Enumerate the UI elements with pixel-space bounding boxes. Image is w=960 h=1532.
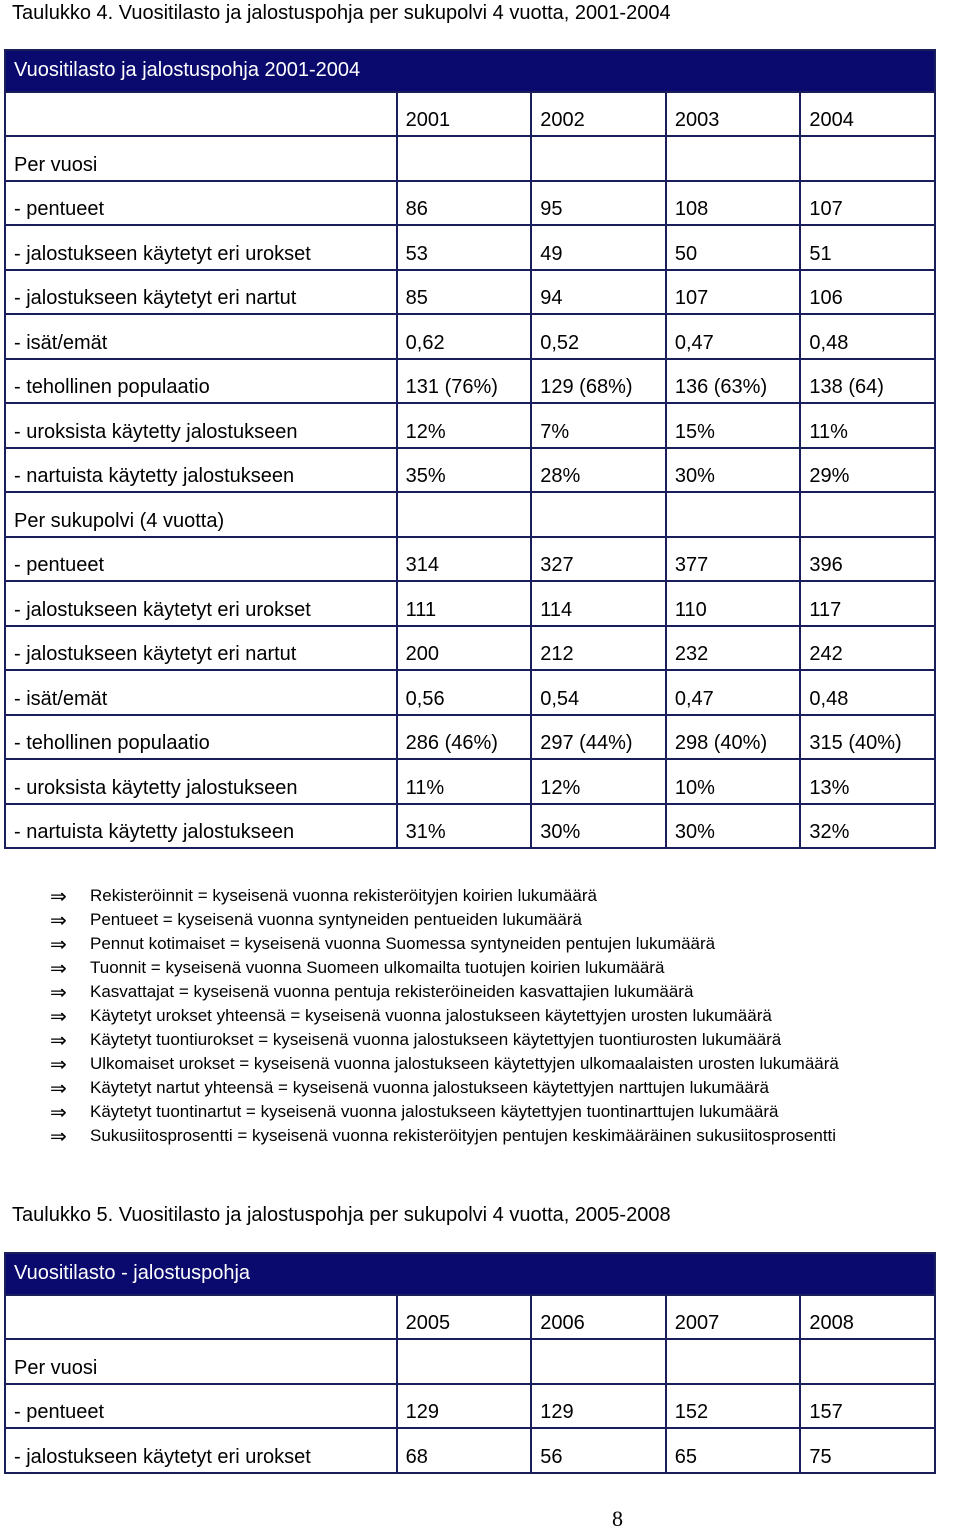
empty-cell (800, 136, 935, 181)
row-label: - uroksista käytetty jalostukseen (5, 759, 397, 804)
arrow-icon: ⇒ (50, 884, 67, 908)
value-cell: 68 (397, 1428, 532, 1473)
arrow-icon: ⇒ (50, 1124, 67, 1148)
value-cell: 396 (800, 537, 935, 582)
section-row (5, 492, 935, 537)
definition-item (50, 1076, 839, 1100)
table4 (4, 49, 936, 849)
table-row (5, 715, 935, 760)
row-label: - jalostukseen käytetyt eri nartut (5, 626, 397, 671)
table-row (5, 759, 935, 804)
year-cell: 2003 (666, 92, 801, 137)
value-cell: 327 (531, 537, 666, 582)
value-cell: 85 (397, 270, 532, 315)
value-cell: 13% (800, 759, 935, 804)
value-cell: 106 (800, 270, 935, 315)
table-header: Vuositilasto ja jalostuspohja 2001-2004 (5, 50, 935, 92)
row-label: - nartuista käytetty jalostukseen (5, 804, 397, 849)
value-cell: 152 (666, 1384, 801, 1429)
value-cell: 28% (531, 448, 666, 493)
definition-item (50, 1028, 839, 1052)
value-cell: 212 (531, 626, 666, 671)
value-cell: 51 (800, 225, 935, 270)
table-row (5, 537, 935, 582)
arrow-icon: ⇒ (50, 908, 67, 932)
value-cell: 32% (800, 804, 935, 849)
empty-cell (800, 1339, 935, 1384)
value-cell: 10% (666, 759, 801, 804)
table-header-row (5, 50, 935, 92)
row-label: - pentueet (5, 537, 397, 582)
value-cell: 94 (531, 270, 666, 315)
value-cell: 53 (397, 225, 532, 270)
value-cell: 108 (666, 181, 801, 226)
empty-cell (397, 136, 532, 181)
value-cell: 110 (666, 581, 801, 626)
table-row (5, 670, 935, 715)
value-cell: 314 (397, 537, 532, 582)
table-row (5, 1384, 935, 1429)
value-cell: 232 (666, 626, 801, 671)
year-row-label (5, 92, 397, 137)
section-row (5, 136, 935, 181)
value-cell: 11% (397, 759, 532, 804)
arrow-icon: ⇒ (50, 1076, 67, 1100)
table-row (5, 181, 935, 226)
year-cell: 2001 (397, 92, 532, 137)
value-cell: 297 (44%) (531, 715, 666, 760)
definition-text: Ulkomaiset urokset = kyseisenä vuonna jalostukseen käytettyjen ulkomaalaisten urosten lukumäärä (90, 1054, 839, 1073)
section-title: Per vuosi (5, 136, 397, 181)
year-cell: 2002 (531, 92, 666, 137)
table-row (5, 626, 935, 671)
year-cell: 2007 (666, 1295, 801, 1340)
value-cell: 377 (666, 537, 801, 582)
definition-text: Käytetyt nartut yhteensä = kyseisenä vuonna jalostukseen käytettyjen narttujen lukumäärä (90, 1078, 769, 1097)
definition-text: Tuonnit = kyseisenä vuonna Suomeen ulkomailta tuotujen koirien lukumäärä (90, 958, 665, 977)
value-cell: 138 (64) (800, 359, 935, 404)
definition-item (50, 1124, 839, 1148)
empty-cell (531, 136, 666, 181)
definitions-list (50, 884, 839, 1148)
value-cell: 75 (800, 1428, 935, 1473)
value-cell: 129 (531, 1384, 666, 1429)
year-row (5, 1295, 935, 1340)
definition-text: Sukusiitosprosentti = kyseisenä vuonna rekisteröityjen pentujen keskimääräinen sukusiitosprosentti (90, 1126, 837, 1145)
row-label: - jalostukseen käytetyt eri urokset (5, 581, 397, 626)
table4-caption: Taulukko 4. Vuositilasto ja jalostuspohja per sukupolvi 4 vuotta, 2001-2004 (12, 2, 671, 24)
arrow-icon: ⇒ (50, 932, 67, 956)
empty-cell (666, 1339, 801, 1384)
value-cell: 298 (40%) (666, 715, 801, 760)
definition-item (50, 1004, 839, 1028)
value-cell: 0,48 (800, 670, 935, 715)
row-label: - uroksista käytetty jalostukseen (5, 403, 397, 448)
value-cell: 107 (666, 270, 801, 315)
value-cell: 11% (800, 403, 935, 448)
value-cell: 31% (397, 804, 532, 849)
table-row (5, 225, 935, 270)
definition-item (50, 1100, 839, 1124)
row-label: - nartuista käytetty jalostukseen (5, 448, 397, 493)
year-cell: 2008 (800, 1295, 935, 1340)
page-number: 8 (612, 1506, 623, 1531)
value-cell: 35% (397, 448, 532, 493)
arrow-icon: ⇒ (50, 980, 67, 1004)
definition-item (50, 908, 839, 932)
empty-cell (666, 492, 801, 537)
value-cell: 0,56 (397, 670, 532, 715)
table-row (5, 804, 935, 849)
arrow-icon: ⇒ (50, 1100, 67, 1124)
row-label: - pentueet (5, 1384, 397, 1429)
value-cell: 65 (666, 1428, 801, 1473)
value-cell: 129 (397, 1384, 532, 1429)
value-cell: 315 (40%) (800, 715, 935, 760)
value-cell: 0,47 (666, 670, 801, 715)
value-cell: 56 (531, 1428, 666, 1473)
value-cell: 30% (666, 448, 801, 493)
value-cell: 12% (531, 759, 666, 804)
table-row (5, 403, 935, 448)
value-cell: 0,48 (800, 314, 935, 359)
table-header: Vuositilasto - jalostuspohja (5, 1253, 935, 1295)
value-cell: 200 (397, 626, 532, 671)
table5-caption: Taulukko 5. Vuositilasto ja jalostuspohja per sukupolvi 4 vuotta, 2005-2008 (12, 1204, 671, 1226)
definition-text: Rekisteröinnit = kyseisenä vuonna rekisteröityjen koirien lukumäärä (90, 886, 597, 905)
value-cell: 12% (397, 403, 532, 448)
empty-cell (800, 492, 935, 537)
year-cell: 2006 (531, 1295, 666, 1340)
section-title: Per sukupolvi (4 vuotta) (5, 492, 397, 537)
row-label: - tehollinen populaatio (5, 715, 397, 760)
arrow-icon: ⇒ (50, 956, 67, 980)
definition-item (50, 956, 839, 980)
arrow-icon: ⇒ (50, 1004, 67, 1028)
value-cell: 111 (397, 581, 532, 626)
value-cell: 0,52 (531, 314, 666, 359)
definition-item (50, 884, 839, 908)
definition-item (50, 932, 839, 956)
arrow-icon: ⇒ (50, 1052, 67, 1076)
arrow-icon: ⇒ (50, 1028, 67, 1052)
value-cell: 0,54 (531, 670, 666, 715)
empty-cell (531, 492, 666, 537)
definition-text: Pentueet = kyseisenä vuonna syntyneiden pentueiden lukumäärä (90, 910, 582, 929)
year-cell: 2005 (397, 1295, 532, 1340)
value-cell: 30% (666, 804, 801, 849)
definition-item (50, 980, 839, 1004)
empty-cell (397, 492, 532, 537)
value-cell: 15% (666, 403, 801, 448)
value-cell: 29% (800, 448, 935, 493)
value-cell: 30% (531, 804, 666, 849)
value-cell: 0,47 (666, 314, 801, 359)
value-cell: 114 (531, 581, 666, 626)
value-cell: 50 (666, 225, 801, 270)
table5 (4, 1252, 936, 1474)
definition-text: Käytetyt urokset yhteensä = kyseisenä vuonna jalostukseen käytettyjen urosten lukumäärä (90, 1006, 772, 1025)
row-label: - jalostukseen käytetyt eri urokset (5, 1428, 397, 1473)
empty-cell (666, 136, 801, 181)
value-cell: 136 (63%) (666, 359, 801, 404)
value-cell: 95 (531, 181, 666, 226)
value-cell: 157 (800, 1384, 935, 1429)
year-row (5, 92, 935, 137)
definition-text: Käytetyt tuontinartut = kyseisenä vuonna jalostukseen käytettyjen tuontinarttujen lukumäärä (90, 1102, 779, 1121)
row-label: - isät/emät (5, 314, 397, 359)
value-cell: 286 (46%) (397, 715, 532, 760)
value-cell: 107 (800, 181, 935, 226)
row-label: - pentueet (5, 181, 397, 226)
empty-cell (397, 1339, 532, 1384)
section-row (5, 1339, 935, 1384)
table-header-row (5, 1253, 935, 1295)
table-row (5, 1428, 935, 1473)
definition-text: Pennut kotimaiset = kyseisenä vuonna Suomessa syntyneiden pentujen lukumäärä (90, 934, 716, 953)
row-label: - tehollinen populaatio (5, 359, 397, 404)
year-cell: 2004 (800, 92, 935, 137)
table-row (5, 359, 935, 404)
table-row (5, 448, 935, 493)
table-row (5, 314, 935, 359)
definition-item (50, 1052, 839, 1076)
value-cell: 117 (800, 581, 935, 626)
value-cell: 0,62 (397, 314, 532, 359)
definition-text: Kasvattajat = kyseisenä vuonna pentuja rekisteröineiden kasvattajien lukumäärä (90, 982, 694, 1001)
row-label: - isät/emät (5, 670, 397, 715)
empty-cell (531, 1339, 666, 1384)
year-row-label (5, 1295, 397, 1340)
table-row (5, 581, 935, 626)
value-cell: 131 (76%) (397, 359, 532, 404)
definition-text: Käytetyt tuontiurokset = kyseisenä vuonna jalostukseen käytettyjen tuontiurosten lukumäärä (90, 1030, 782, 1049)
value-cell: 129 (68%) (531, 359, 666, 404)
section-title: Per vuosi (5, 1339, 397, 1384)
row-label: - jalostukseen käytetyt eri nartut (5, 270, 397, 315)
value-cell: 7% (531, 403, 666, 448)
value-cell: 49 (531, 225, 666, 270)
value-cell: 242 (800, 626, 935, 671)
table-row (5, 270, 935, 315)
row-label: - jalostukseen käytetyt eri urokset (5, 225, 397, 270)
value-cell: 86 (397, 181, 532, 226)
